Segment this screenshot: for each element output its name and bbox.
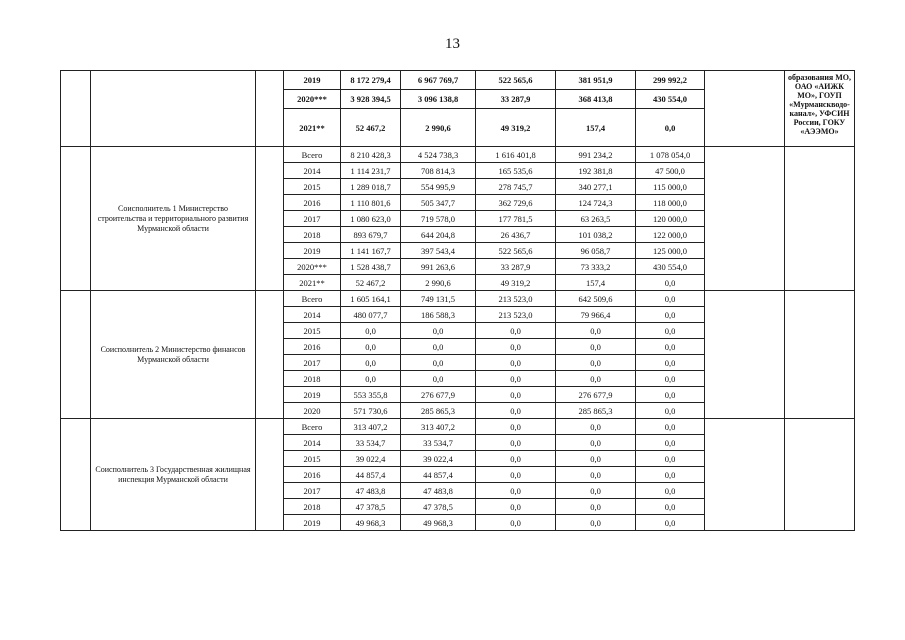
partners-cell	[785, 419, 855, 531]
value-cell: 0,0	[556, 435, 636, 451]
funding-table	[60, 70, 855, 531]
blank-cell	[705, 147, 785, 291]
value-cell: 0,0	[476, 323, 556, 339]
row-number-cell	[61, 291, 91, 419]
value-cell: 79 966,4	[556, 307, 636, 323]
value-cell: 47 378,5	[341, 499, 401, 515]
executor-label: Соисполнитель 2 Министерство финансов Мурманской области	[91, 291, 256, 419]
value-cell: 278 745,7	[476, 179, 556, 195]
blank-cell	[256, 147, 284, 291]
value-cell: 0,0	[636, 467, 705, 483]
value-cell: 362 729,6	[476, 195, 556, 211]
year-cell: 2020	[284, 403, 341, 419]
value-cell: 0,0	[476, 483, 556, 499]
value-cell: 480 077,7	[341, 307, 401, 323]
year-cell: 2018	[284, 227, 341, 243]
year-cell: 2015	[284, 451, 341, 467]
value-cell: 0,0	[636, 387, 705, 403]
year-cell: 2016	[284, 195, 341, 211]
value-cell: 0,0	[636, 291, 705, 307]
year-cell: 2014	[284, 435, 341, 451]
value-cell: 0,0	[636, 403, 705, 419]
blank-cell	[705, 291, 785, 419]
value-cell: 0,0	[341, 355, 401, 371]
value-cell: 8 210 428,3	[341, 147, 401, 163]
table-row	[61, 291, 855, 307]
value-cell: 0,0	[556, 371, 636, 387]
value-cell: 39 022,4	[401, 451, 476, 467]
blank-cell	[256, 419, 284, 531]
value-cell: 893 679,7	[341, 227, 401, 243]
value-cell: 719 578,0	[401, 211, 476, 227]
value-cell: 397 543,4	[401, 243, 476, 259]
value-cell: 313 407,2	[341, 419, 401, 435]
value-cell: 0,0	[476, 419, 556, 435]
value-cell: 33 287,9	[476, 259, 556, 275]
value-cell: 186 588,3	[401, 307, 476, 323]
value-cell: 1 080 623,0	[341, 211, 401, 227]
year-cell: 2016	[284, 339, 341, 355]
value-cell: 33 534,7	[401, 435, 476, 451]
value-cell: 122 000,0	[636, 227, 705, 243]
value-cell: 1 616 401,8	[476, 147, 556, 163]
partners-cell	[785, 291, 855, 419]
value-cell: 125 000,0	[636, 243, 705, 259]
year-cell: 2017	[284, 211, 341, 227]
value-cell: 0,0	[636, 499, 705, 515]
table-row	[61, 147, 855, 163]
value-cell: 4 524 738,3	[401, 147, 476, 163]
value-cell: 0,0	[476, 467, 556, 483]
year-cell: 2014	[284, 163, 341, 179]
value-cell: 39 022,4	[341, 451, 401, 467]
value-cell: 430 554,0	[636, 259, 705, 275]
year-cell: 2017	[284, 483, 341, 499]
value-cell: 276 677,9	[401, 387, 476, 403]
year-cell: 2016	[284, 467, 341, 483]
executor-label: Соисполнитель 3 Государственная жилищная инспекция Мурманской области	[91, 419, 256, 531]
value-cell: 0,0	[341, 371, 401, 387]
value-cell: 642 509,6	[556, 291, 636, 307]
year-cell: 2015	[284, 179, 341, 195]
value-cell: 0,0	[636, 275, 705, 291]
value-cell: 0,0	[476, 403, 556, 419]
value-cell: 0,0	[636, 435, 705, 451]
year-cell: Всего	[284, 291, 341, 307]
value-cell: 749 131,5	[401, 291, 476, 307]
value-cell: 522 565,6	[476, 243, 556, 259]
value-cell: 0,0	[401, 323, 476, 339]
value-cell: 47 483,8	[401, 483, 476, 499]
value-cell: 1 141 167,7	[341, 243, 401, 259]
value-cell: 1 605 164,1	[341, 291, 401, 307]
year-cell: 2015	[284, 323, 341, 339]
value-cell: 285 865,3	[556, 403, 636, 419]
year-cell: 2019	[284, 515, 341, 531]
value-cell: 49 319,2	[476, 275, 556, 291]
year-cell: 2019	[284, 387, 341, 403]
value-cell: 192 381,8	[556, 163, 636, 179]
year-cell: 2018	[284, 499, 341, 515]
value-cell: 0,0	[556, 499, 636, 515]
value-cell: 118 000,0	[636, 195, 705, 211]
value-cell: 0,0	[476, 435, 556, 451]
value-cell: 276 677,9	[556, 387, 636, 403]
value-cell: 0,0	[556, 467, 636, 483]
value-cell: 991 263,6	[401, 259, 476, 275]
value-cell: 0,0	[636, 371, 705, 387]
value-cell: 1 289 018,7	[341, 179, 401, 195]
value-cell: 0,0	[636, 419, 705, 435]
value-cell: 0,0	[636, 339, 705, 355]
value-cell: 49 968,3	[341, 515, 401, 531]
value-cell: 0,0	[476, 515, 556, 531]
value-cell: 0,0	[556, 323, 636, 339]
value-cell: 991 234,2	[556, 147, 636, 163]
value-cell: 1 110 801,6	[341, 195, 401, 211]
value-cell: 0,0	[556, 451, 636, 467]
table-row: 2019 8 172 279,4 6 967 769,7 522 565,6 381 951,9 299 992,2 образования МО, ОАО «АИЖК МО», ГОУП «Мурманскводо-канал», УФСИН России, ГОКУ «АЭЭМО»	[61, 71, 855, 90]
executor-label: Соисполнитель 1 Министерство строительства и территориального развития Мурманской области	[91, 147, 256, 291]
value-cell: 124 724,3	[556, 195, 636, 211]
year-cell: 2014	[284, 307, 341, 323]
table-row: 2021** 52 467,2 2 990,6 49 319,2 157,4 0,0	[61, 109, 855, 147]
year-cell: 2017	[284, 355, 341, 371]
row-number-cell	[61, 419, 91, 531]
value-cell: 47 378,5	[401, 499, 476, 515]
value-cell: 115 000,0	[636, 179, 705, 195]
value-cell: 101 038,2	[556, 227, 636, 243]
blank-cell	[705, 419, 785, 531]
value-cell: 0,0	[401, 355, 476, 371]
value-cell: 0,0	[636, 355, 705, 371]
value-cell: 44 857,4	[401, 467, 476, 483]
value-cell: 52 467,2	[341, 275, 401, 291]
value-cell: 0,0	[401, 339, 476, 355]
value-cell: 505 347,7	[401, 195, 476, 211]
value-cell: 33 534,7	[341, 435, 401, 451]
year-cell: 2020***	[284, 259, 341, 275]
partners-cell: образования МО, ОАО «АИЖК МО», ГОУП «Мурманскводо-канал», УФСИН России, ГОКУ «АЭЭМО»	[785, 71, 855, 147]
page-number: 13	[445, 36, 460, 52]
value-cell: 0,0	[556, 339, 636, 355]
value-cell: 0,0	[341, 339, 401, 355]
value-cell: 73 333,2	[556, 259, 636, 275]
value-cell: 0,0	[341, 323, 401, 339]
value-cell: 0,0	[556, 355, 636, 371]
value-cell: 0,0	[556, 419, 636, 435]
value-cell: 26 436,7	[476, 227, 556, 243]
value-cell: 0,0	[556, 515, 636, 531]
value-cell: 0,0	[636, 451, 705, 467]
partners-cell	[785, 147, 855, 291]
value-cell: 96 058,7	[556, 243, 636, 259]
row-number-cell	[61, 147, 91, 291]
value-cell: 1 528 438,7	[341, 259, 401, 275]
value-cell: 553 355,8	[341, 387, 401, 403]
value-cell: 0,0	[476, 355, 556, 371]
value-cell: 63 263,5	[556, 211, 636, 227]
value-cell: 1 114 231,7	[341, 163, 401, 179]
value-cell: 49 968,3	[401, 515, 476, 531]
year-cell: 2018	[284, 371, 341, 387]
value-cell: 285 865,3	[401, 403, 476, 419]
value-cell: 0,0	[636, 323, 705, 339]
value-cell: 0,0	[476, 371, 556, 387]
value-cell: 554 995,9	[401, 179, 476, 195]
value-cell: 165 535,6	[476, 163, 556, 179]
value-cell: 2 990,6	[401, 275, 476, 291]
value-cell: 644 204,8	[401, 227, 476, 243]
year-cell: Всего	[284, 419, 341, 435]
value-cell: 44 857,4	[341, 467, 401, 483]
value-cell: 0,0	[476, 339, 556, 355]
value-cell: 0,0	[636, 307, 705, 323]
value-cell: 47 500,0	[636, 163, 705, 179]
value-cell: 1 078 054,0	[636, 147, 705, 163]
value-cell: 213 523,0	[476, 291, 556, 307]
value-cell: 213 523,0	[476, 307, 556, 323]
year-cell: 2019	[284, 243, 341, 259]
value-cell: 708 814,3	[401, 163, 476, 179]
value-cell: 313 407,2	[401, 419, 476, 435]
value-cell: 0,0	[401, 371, 476, 387]
value-cell: 157,4	[556, 275, 636, 291]
table-row: 2020*** 3 928 394,5 3 096 138,8 33 287,9 368 413,8 430 554,0	[61, 90, 855, 109]
value-cell: 120 000,0	[636, 211, 705, 227]
year-cell: Всего	[284, 147, 341, 163]
blank-cell	[256, 291, 284, 419]
year-cell: 2021**	[284, 275, 341, 291]
value-cell: 0,0	[476, 451, 556, 467]
value-cell: 340 277,1	[556, 179, 636, 195]
value-cell: 177 781,5	[476, 211, 556, 227]
table-row	[61, 419, 855, 435]
value-cell: 47 483,8	[341, 483, 401, 499]
value-cell: 0,0	[476, 499, 556, 515]
value-cell: 0,0	[636, 515, 705, 531]
value-cell: 571 730,6	[341, 403, 401, 419]
value-cell: 0,0	[636, 483, 705, 499]
value-cell: 0,0	[556, 483, 636, 499]
value-cell: 0,0	[476, 387, 556, 403]
